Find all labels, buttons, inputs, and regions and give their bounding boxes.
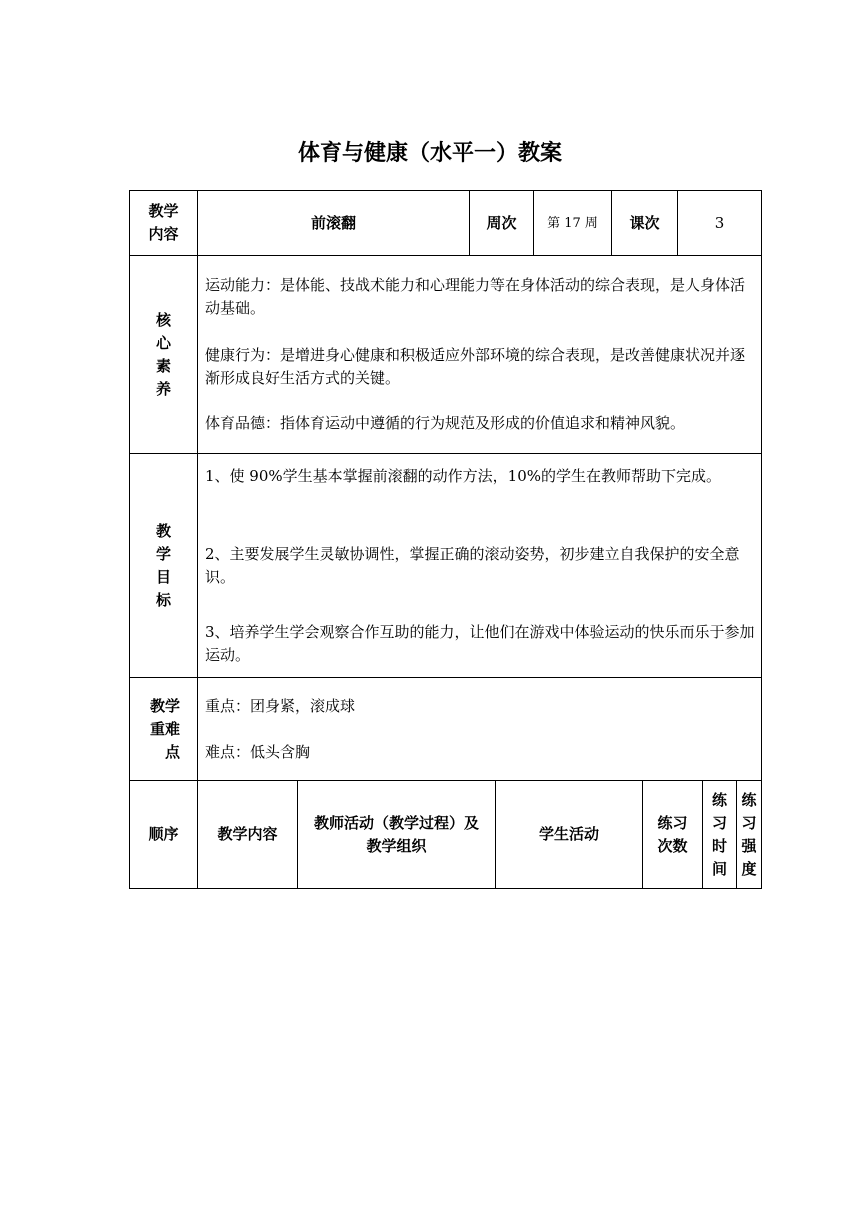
week-label: 周次 (486, 213, 517, 232)
lesson-value: 3 (714, 213, 725, 232)
header-teacher (298, 781, 495, 888)
header-order: 顺序 (148, 825, 179, 843)
header-student: 学生活动 (538, 825, 599, 843)
key-label-text: 教学重难点 (149, 696, 180, 761)
content-label-text: 教学内容 (148, 202, 179, 243)
goal-item: 2、主要发展学生灵敏协调性，掌握正确的滚动姿势，初步建立自我保护的安全意识。 (205, 545, 740, 586)
page-title: 体育与健康（水平一）教案 (297, 141, 562, 166)
header-time (703, 781, 736, 888)
goal-item: 3、培养学生学会观察合作互助的能力，让他们在游戏中体验运动的快乐而乐于参加运动。 (205, 623, 755, 664)
content-label (130, 191, 197, 255)
goals-label (130, 454, 197, 677)
header-intensity-text: 练习强度 (741, 790, 757, 878)
core-paragraph: 运动能力：是体能、技战术能力和心理能力等在身体活动的综合表现，是人身体活动基础。 (205, 276, 746, 317)
week-value: 第 17 周 (547, 215, 598, 231)
goals-label-text: 教学目标 (155, 521, 171, 609)
header-teacher-text: 教师活动（教学过程）及教学组织 (313, 813, 479, 855)
header-count (643, 781, 702, 888)
goal-item: 1、使 90%学生基本掌握前滚翻的动作方法，10%的学生在教师帮助下完成。 (205, 467, 721, 485)
row-divider (129, 677, 762, 678)
core-paragraph: 体育品德：指体育运动中遵循的行为规范及形成的价值追求和精神风貌。 (205, 414, 686, 432)
row-divider (129, 453, 762, 454)
lesson-label: 课次 (629, 213, 660, 232)
core-label (130, 256, 197, 453)
column-divider (197, 190, 198, 781)
header-intensity (737, 781, 761, 888)
key-focus: 重点：团身紧，滚成球 (205, 697, 356, 715)
header-content: 教学内容 (217, 825, 278, 843)
key-difficulty: 难点：低头含胸 (205, 743, 311, 761)
key-label (130, 678, 197, 780)
content-value: 前滚翻 (310, 213, 356, 232)
header-count-text: 练习次数 (657, 813, 688, 855)
core-paragraph: 健康行为：是增进身心健康和积极适应外部环境的综合表现，是改善健康状况并逐渐形成良好生活方式的关键。 (205, 346, 746, 387)
row-divider (129, 255, 762, 256)
header-time-text: 练习时间 (711, 790, 727, 878)
core-label-text: 核心素养 (155, 310, 171, 398)
